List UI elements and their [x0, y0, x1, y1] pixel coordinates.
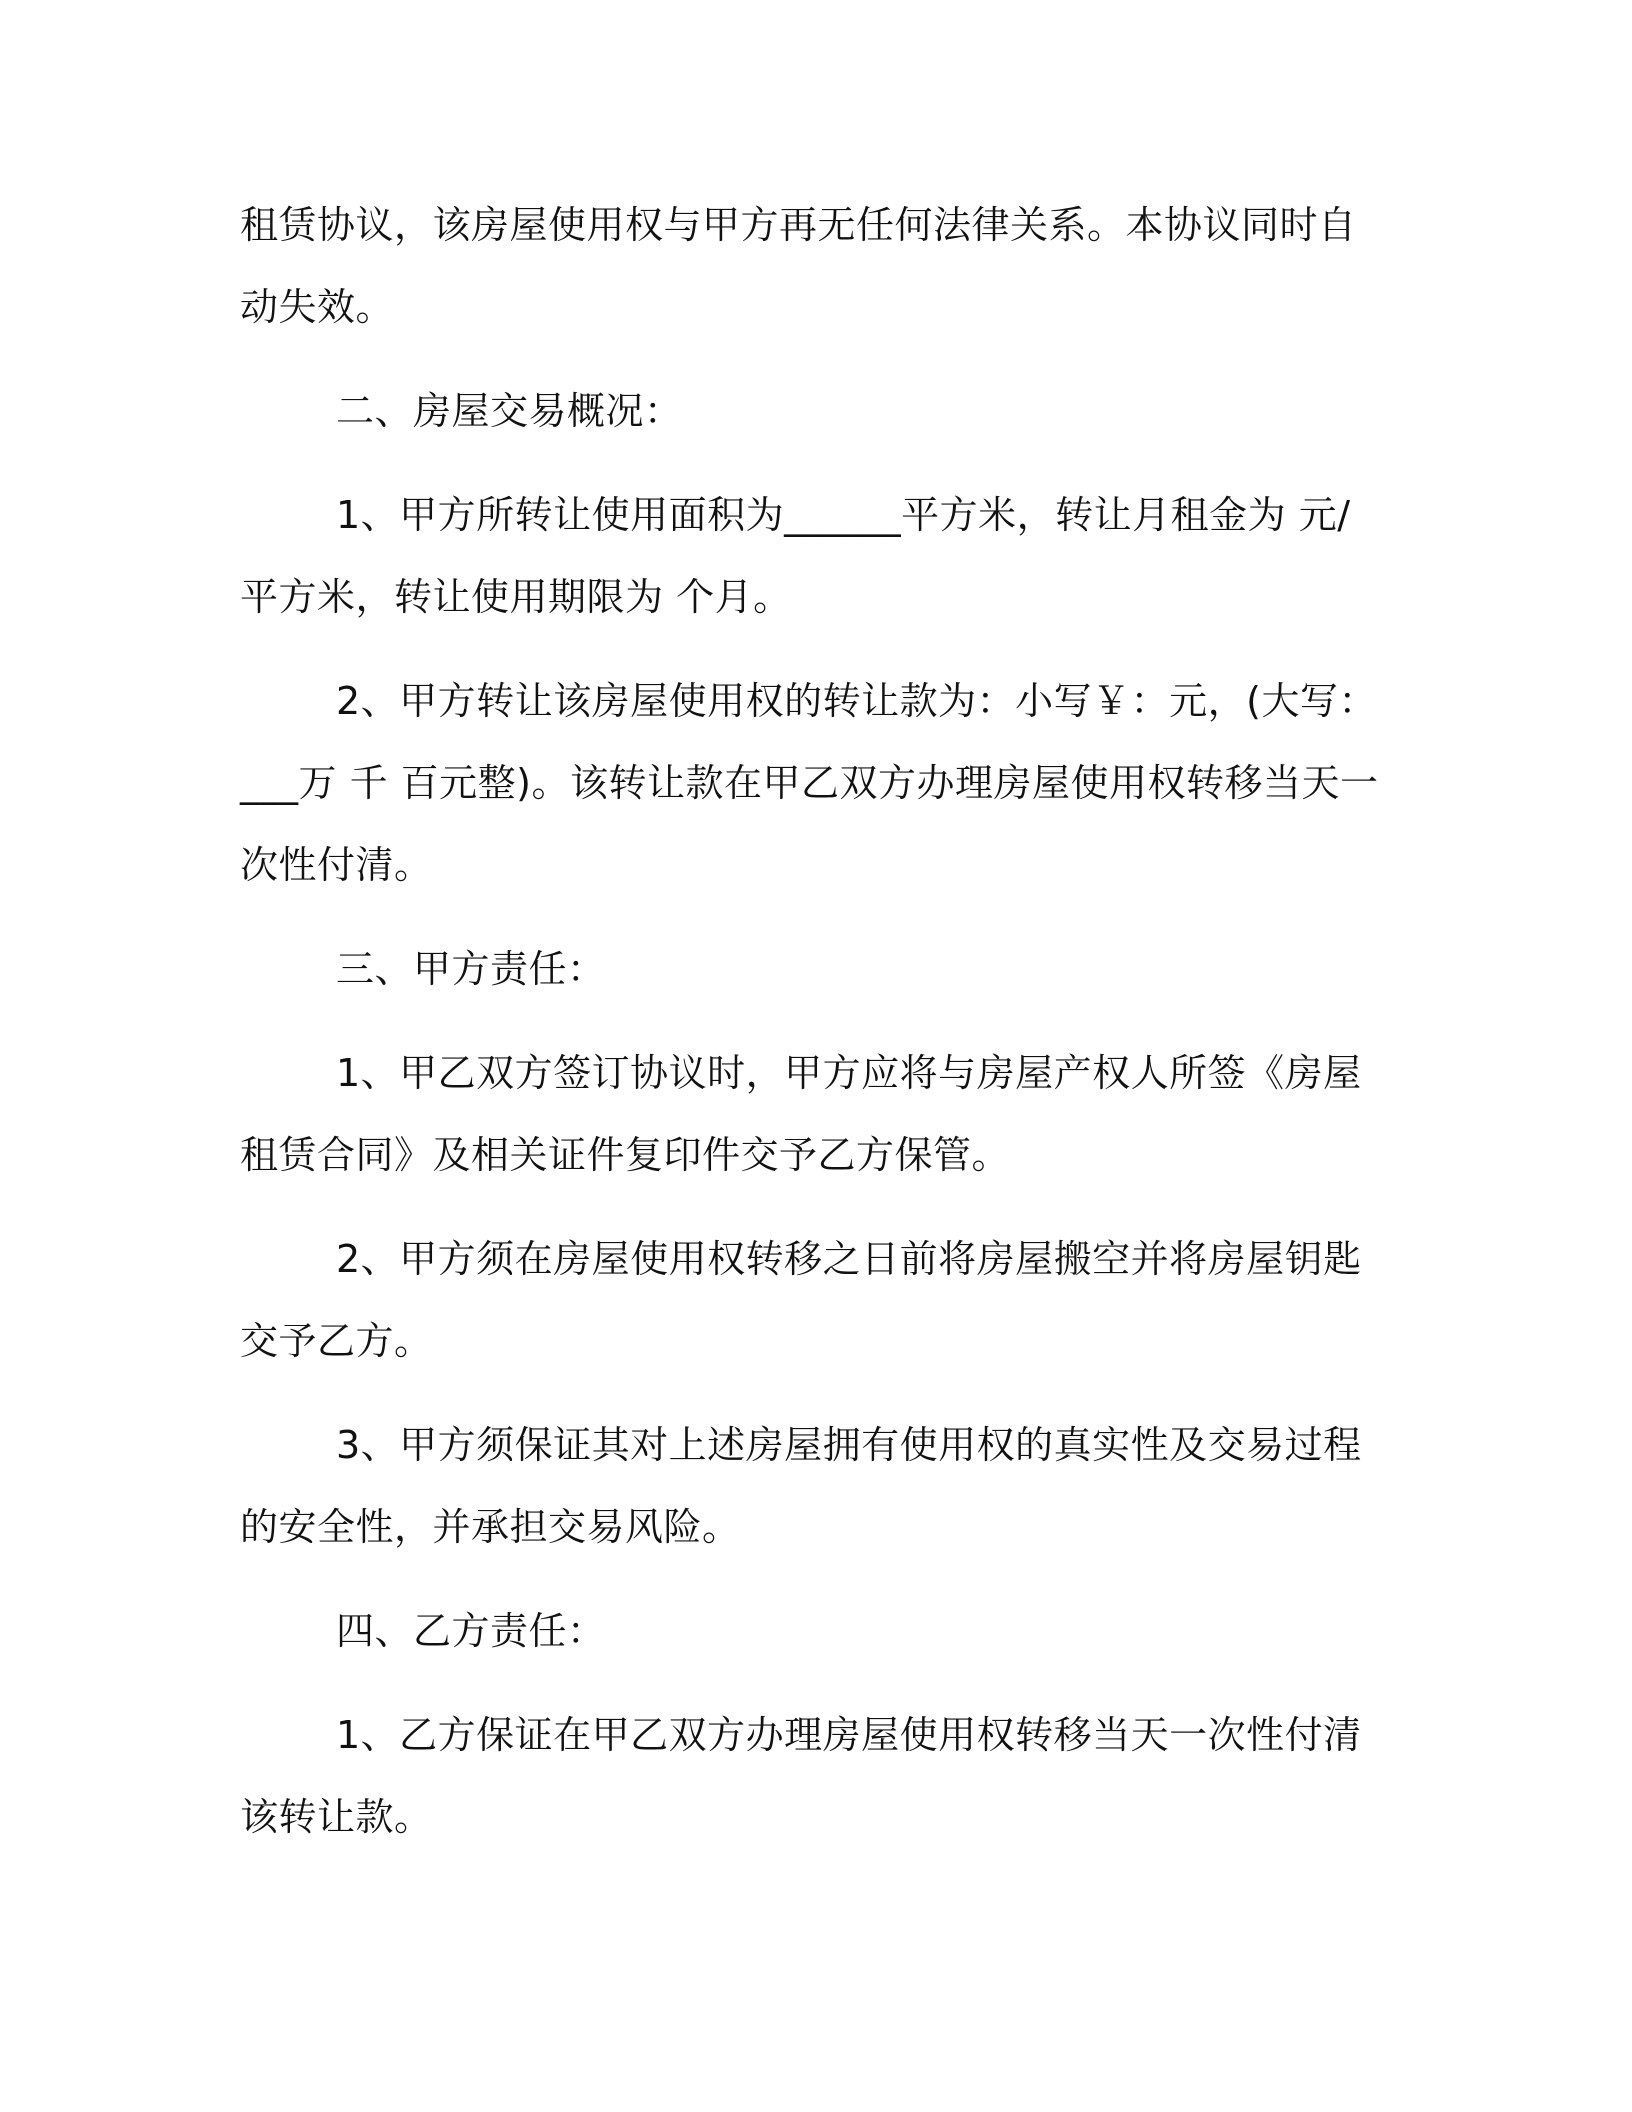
clause-2-1: 1、甲方所转让使用面积为______平方米，转让月租金为 元/平方米，转让使用期限为 个月。 — [240, 493, 1351, 619]
clause-2-2: 2、甲方转让该房屋使用权的转让款为：小写￥：元，(大写：___万 千 百元整)。该转让款在甲乙双方办理房屋使用权转移当天一次性付清。 — [240, 679, 1379, 887]
section-heading-2: 二、房屋交易概况： — [336, 389, 683, 433]
clause-3-2: 2、甲方须在房屋使用权转移之日前将房屋搬空并将房屋钥匙交予乙方。 — [240, 1237, 1362, 1363]
document-page — [240, 184, 1380, 1880]
paragraph-continuation: 租赁协议，该房屋使用权与甲方再无任何法律关系。本协议同时自动失效。 — [240, 203, 1357, 329]
clause-3-3: 3、甲方须保证其对上述房屋拥有使用权的真实性及交易过程的安全性，并承担交易风险。 — [240, 1423, 1362, 1549]
clause-3-1: 1、甲乙双方签订协议时，甲方应将与房屋产权人所签《房屋租赁合同》及相关证件复印件交予乙方保管。 — [240, 1051, 1362, 1177]
clause-4-1: 1、乙方保证在甲乙双方办理房屋使用权转移当天一次性付清该转让款。 — [240, 1713, 1362, 1839]
section-heading-3: 三、甲方责任： — [336, 947, 606, 991]
section-heading-4: 四、乙方责任： — [336, 1609, 606, 1653]
